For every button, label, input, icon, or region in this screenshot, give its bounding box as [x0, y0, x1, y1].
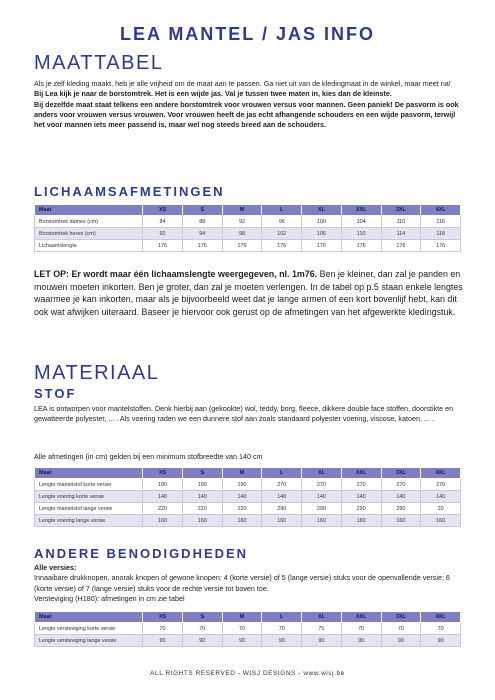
- column-header-size: XL: [302, 205, 342, 216]
- table-cell: 140: [302, 491, 342, 503]
- table-cell: 70: [262, 623, 302, 635]
- benodigdheden-text: [34, 563, 464, 604]
- table-cell: 140: [143, 491, 183, 503]
- table-cell: 70: [302, 623, 342, 635]
- lichaamslengte-note: [34, 268, 464, 318]
- column-header-size: XS: [143, 612, 183, 623]
- benodigdheden-sub: Alle versies:: [34, 563, 77, 572]
- table-cell: 110: [381, 216, 421, 228]
- column-header-size: S: [182, 205, 222, 216]
- note-text: Ben je kleiner, dan zal je panden en mouwen moeten inkorten. Ben je groter, dan zal je moeten verlengen. In de tabel op p.5 staan enkele lengtes waarmee je kan inkorten, maar als je bijvoorbeeld weet dat je lange armen of een kort bovenlijf hebt, kan dit ook wat afwijken uiteraard. Baseer je hiervoor ook gerust op de afmetingen van het afgewerkte kledingstuk.: [34, 269, 463, 317]
- table-cell: 160: [421, 515, 461, 527]
- table-row: [35, 216, 461, 228]
- table-cell: 290: [302, 503, 342, 515]
- column-header-size: XXL: [341, 612, 381, 623]
- table-cell: 160: [381, 515, 421, 527]
- lichaamsafmetingen-heading: LICHAAMSAFMETINGEN: [34, 184, 225, 199]
- stof-heading: STOF: [34, 386, 77, 401]
- benodigdheden-line-2: Versteviging (H180): afmetingen in cm zie tabel: [34, 593, 185, 603]
- table-row: [35, 479, 461, 491]
- table-row: [35, 515, 461, 527]
- column-header-maat: Maat: [35, 205, 143, 216]
- table-cell: 160: [143, 515, 183, 527]
- table-cell: 84: [143, 216, 183, 228]
- table-cell: 176: [143, 240, 183, 252]
- benodigdheden-heading: ANDERE BENODIGDHEDEN: [34, 546, 249, 561]
- table-cell: 90: [381, 635, 421, 647]
- maattabel-paragraph-2: Bij Lea kijk je naar de borstomtrek. Het is een wijde jas. Val je tussen twee maten in, kies dan de kleinste.: [34, 89, 392, 99]
- stof-text: [34, 404, 464, 425]
- table-cell: 100: [302, 216, 342, 228]
- materiaal-heading: MATERIAAL: [34, 362, 160, 384]
- column-header-size: L: [262, 612, 302, 623]
- table-cell: 160: [302, 515, 342, 527]
- row-label: Borstomtrek heren (cm): [35, 228, 143, 240]
- table-cell: 96: [262, 216, 302, 228]
- table-cell: 176: [222, 240, 262, 252]
- benodigdheden-line-1: Innaaibare drukknopen, anorak knopen of gewone knopen: 4 (korte versie) of 5 (lange versie) stuks voor de openvallende versie; 6 (korte versie) of 7 (lange versie) stuks voor de rechte versie tot boven toe.: [34, 573, 450, 593]
- table-cell: 160: [341, 515, 381, 527]
- table-cell: 104: [341, 216, 381, 228]
- column-header-size: 3XL: [381, 205, 421, 216]
- table-cell: 90: [222, 635, 262, 647]
- table-cell: 220: [143, 503, 183, 515]
- table-cell: 70: [381, 623, 421, 635]
- table-cell: 176: [182, 240, 222, 252]
- table-cell: 116: [421, 216, 461, 228]
- row-label: Lengte versteviging lange versie: [35, 635, 143, 647]
- column-header-size: XXL: [341, 205, 381, 216]
- column-header-size: L: [262, 205, 302, 216]
- row-label: Lengte voering korte versie: [35, 491, 143, 503]
- table-cell: 140: [341, 491, 381, 503]
- maattabel-paragraph-1: Als je zelf kleding maakt, heb je alle vrijheid om de maat aan te passen. Ga niet uit van de kledingmaat in de winkel, maar meet na!: [34, 79, 451, 88]
- row-label: Lichaamslengte: [35, 240, 143, 252]
- table-cell: 270: [341, 479, 381, 491]
- table-header-row: [35, 468, 461, 479]
- footer: ALL RIGHTS RESERVED - WISJ DESIGNS - www.wisj.be: [150, 670, 345, 677]
- table-header-row: [35, 205, 461, 216]
- table-cell: 94: [182, 228, 222, 240]
- table-cell: 70: [421, 623, 461, 635]
- table-cell: 160: [182, 515, 222, 527]
- maattabel-heading: MAATTABEL: [34, 52, 164, 74]
- table-cell: 90: [143, 635, 183, 647]
- stof-intro: [34, 452, 464, 462]
- column-header-maat: Maat: [35, 468, 143, 479]
- row-label: Lengte mantelstof lange versie: [35, 503, 143, 515]
- column-header-size: XL: [302, 468, 342, 479]
- table-cell: 110: [341, 228, 381, 240]
- table-cell: 70: [341, 623, 381, 635]
- row-label: Lengte mantelstof korte versie: [35, 479, 143, 491]
- table-cell: 118: [421, 228, 461, 240]
- table-cell: 140: [182, 491, 222, 503]
- table-cell: 90: [182, 635, 222, 647]
- note-bold: LET OP: Er wordt maar één lichaamslengte weergegeven, nl. 1m76.: [34, 269, 318, 279]
- table-cell: 92: [222, 216, 262, 228]
- table-cell: 190: [222, 479, 262, 491]
- table-cell: 190: [143, 479, 183, 491]
- column-header-maat: Maat: [35, 612, 143, 623]
- table-row: [35, 240, 461, 252]
- column-header-size: L: [262, 468, 302, 479]
- table-cell: 114: [381, 228, 421, 240]
- row-label: Lengte voering lange versie: [35, 515, 143, 527]
- table-row: [35, 623, 461, 635]
- column-header-size: M: [222, 205, 262, 216]
- table-cell: 160: [262, 515, 302, 527]
- row-label: Borstomtrek dames (cm): [35, 216, 143, 228]
- table-cell: 90: [262, 635, 302, 647]
- table-cell: 190: [182, 479, 222, 491]
- table-row: [35, 503, 461, 515]
- table-cell: 160: [222, 515, 262, 527]
- table-cell: 176: [341, 240, 381, 252]
- table-cell: 220: [182, 503, 222, 515]
- column-header-size: XS: [143, 468, 183, 479]
- table-cell: 270: [421, 479, 461, 491]
- table-cell: 90: [341, 635, 381, 647]
- column-header-size: XXL: [341, 468, 381, 479]
- maattabel-text: [34, 79, 464, 130]
- table-cell: 70: [143, 623, 183, 635]
- table-cell: 90: [302, 635, 342, 647]
- table-cell: 290: [341, 503, 381, 515]
- column-header-size: S: [182, 468, 222, 479]
- versteviging-table: [34, 611, 461, 647]
- stof-intro-text: Alle afmetingen (in cm) gelden bij een minimum stofbreedte van 140 cm: [34, 452, 263, 461]
- table-cell: 70: [222, 623, 262, 635]
- table-row: [35, 635, 461, 647]
- column-header-size: M: [222, 612, 262, 623]
- column-header-size: S: [182, 612, 222, 623]
- column-header-size: XL: [302, 612, 342, 623]
- table-cell: 140: [262, 491, 302, 503]
- table-cell: 140: [222, 491, 262, 503]
- table-cell: 106: [302, 228, 342, 240]
- stof-table: [34, 467, 461, 527]
- table-cell: 290: [381, 503, 421, 515]
- table-row: [35, 228, 461, 240]
- table-cell: 140: [421, 491, 461, 503]
- table-cell: 20: [421, 503, 461, 515]
- table-cell: 88: [182, 216, 222, 228]
- document-title: LEA MANTEL / JAS INFO: [119, 24, 375, 44]
- column-header-size: 4XL: [421, 205, 461, 216]
- table-cell: 92: [143, 228, 183, 240]
- table-cell: 290: [262, 503, 302, 515]
- column-header-size: 4XL: [421, 612, 461, 623]
- table-cell: 176: [262, 240, 302, 252]
- column-header-size: 4XL: [421, 468, 461, 479]
- table-cell: 102: [262, 228, 302, 240]
- table-cell: 270: [381, 479, 421, 491]
- table-cell: 176: [302, 240, 342, 252]
- table-cell: 270: [262, 479, 302, 491]
- column-header-size: 3XL: [381, 468, 421, 479]
- column-header-size: XS: [143, 205, 183, 216]
- lichaamsafmetingen-table: [34, 204, 461, 252]
- stof-paragraph: LEA is ontworpen voor mantelstoffen. Denk hierbij aan (gekookte) wol, teddy, borg, fleece, dikkere double face stoffen, doorstikte en gewatteerde polyester, ... . Als voering raden we een dunnere stof aan zoals standaard polyester voering, viscose, katoen, ... .: [34, 404, 454, 424]
- row-label: Lengte versteviging korte versie: [35, 623, 143, 635]
- table-cell: 70: [182, 623, 222, 635]
- table-cell: 140: [381, 491, 421, 503]
- table-cell: 220: [222, 503, 262, 515]
- table-cell: 176: [421, 240, 461, 252]
- table-cell: 90: [421, 635, 461, 647]
- maattabel-paragraph-3: Bij dezelfde maat staat telkens een andere borstomtrek voor vrouwen versus voor mannen. Geen paniek! De pasvorm is ook anders voor vrouwen versus vrouwen. Voor vrouwen heeft de jas echt afhangende schouders en een wijde pasvorm, terwijl het voor mannen iets meer passend is, maar wel nog steeds breed aan de schouders.: [34, 99, 459, 130]
- table-cell: 98: [222, 228, 262, 240]
- table-header-row: [35, 612, 461, 623]
- table-row: [35, 491, 461, 503]
- column-header-size: 3XL: [381, 612, 421, 623]
- column-header-size: M: [222, 468, 262, 479]
- table-cell: 270: [302, 479, 342, 491]
- table-cell: 176: [381, 240, 421, 252]
